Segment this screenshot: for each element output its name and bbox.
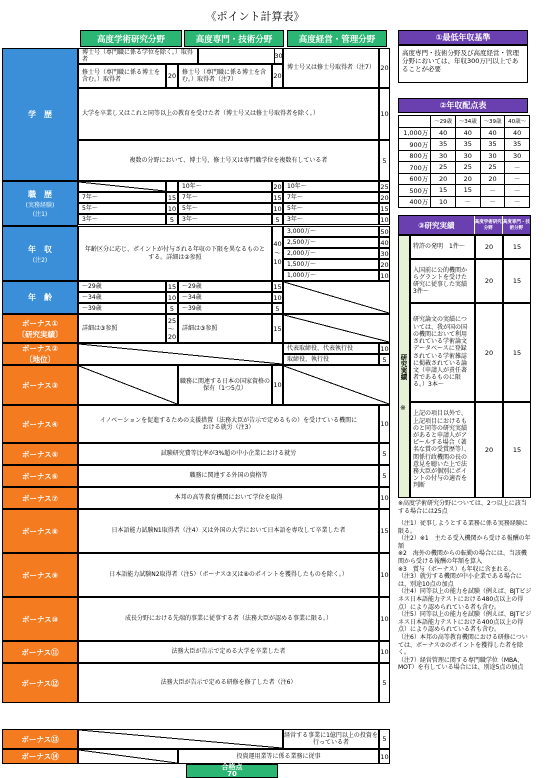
bonus8-points: 15 — [379, 509, 390, 553]
edu-university-points: 10 — [379, 88, 390, 140]
label-work — [2, 181, 78, 226]
research-item-academic-points-1: 20 — [475, 259, 503, 303]
bonus7-text: 本邦の高等教育機関において学位を取得 — [78, 487, 379, 509]
bonus3-text: 職務に関連する日本の国家資格の保有（1つ5点） — [178, 365, 272, 405]
age-academic-points-1: 10 — [167, 293, 177, 302]
bonus2-director: 取締役、執行役 — [283, 354, 379, 365]
label-income-text: 年 収 — [28, 244, 52, 254]
min-income-header: ①最低年収基準 — [398, 30, 528, 45]
income-table-cell: 30 — [455, 150, 480, 162]
age-technical-0: ～29歳 — [178, 281, 272, 292]
work-technical-1: 7年～ — [178, 192, 272, 203]
research-item-2: 研究論文の実績については、我が国の国の機関において利用されている学術論文データベースに登録されている学術雑誌に掲載されている論文（申請人が責任著者であるものに限る。）3本～ — [410, 303, 475, 402]
income-management-3: 1,500万～ — [283, 259, 379, 270]
income-table-cell: 30 — [505, 150, 530, 162]
bonus14-text: 投資運用業等に係る業務に従事 — [178, 749, 379, 764]
income-table-cell: 600万 — [399, 173, 431, 185]
income-table-cell: 25 — [480, 162, 505, 174]
bonus1-academic: 詳細は③参照 — [78, 314, 166, 343]
income-table-cell: － — [480, 196, 505, 208]
bonus2-director-points: 5 — [379, 354, 390, 365]
research-item-technical-points-2: 15 — [503, 303, 531, 402]
income-management-points-0: 50 — [380, 227, 389, 236]
income-management-points-4: 10 — [380, 271, 389, 280]
work-management-0: 10年～ — [283, 181, 379, 192]
work-management-points-3: 10 — [380, 215, 389, 224]
age-academic-points-0: 15 — [167, 282, 177, 291]
label-bonus1-text: ボーナス① — [21, 318, 59, 328]
income-table-head-2: ～34歳 — [455, 116, 480, 128]
income-table-cell: 10 — [431, 196, 456, 208]
income-table-cell: 900万 — [399, 139, 431, 151]
bonus10-points: 10 — [379, 597, 390, 641]
income-table-cell: 20 — [480, 173, 505, 185]
label-bonus8: ボーナス⑧ — [2, 509, 78, 553]
income-table-cell: 35 — [455, 139, 480, 151]
income-table-cell: 40 — [480, 127, 505, 139]
bonus10-text: 成長分野における先端的事業に従事する者（法務大臣が認める事業に限る。） — [78, 597, 379, 641]
income-table-cell: 30 — [431, 150, 456, 162]
research-header-row — [398, 215, 531, 235]
bonus1-technical: 詳細は③参照 — [178, 314, 272, 343]
header-academic: 高度学術研究分野 — [80, 30, 182, 47]
bonus2-ceo: 代表取締役、代表執行役 — [283, 343, 379, 354]
edu-university: 大学を卒業し又はこれと同等以上の教育を受けた者（博士号又は修士号取得者を除く。） — [78, 88, 379, 140]
edu-master-technical-points: 20 — [272, 64, 283, 88]
pass-label: 合格点 — [221, 763, 243, 771]
label-bonus1-sub: 〔研究実績〕 — [17, 329, 63, 339]
research-item-academic-points-2: 20 — [475, 303, 503, 402]
income-table-cell: 25 — [455, 162, 480, 174]
research-vertical-label: 研究実績 — [398, 235, 410, 498]
income-table-cell: 30 — [480, 150, 505, 162]
bonus7-points: 10 — [379, 487, 390, 509]
income-table-cell: 15 — [455, 185, 480, 197]
income-management-points-2: 30 — [380, 249, 389, 258]
bonus6-points: 5 — [379, 465, 390, 487]
income-table-cell: － — [455, 196, 480, 208]
research-item-technical-points-3: 15 — [503, 402, 531, 498]
income-table-cell: 20 — [455, 173, 480, 185]
bonus9-text: 日本語能力試験N2取得者（注5）（ボーナス⑦又は⑧のポイントを獲得したものを除く。） — [78, 553, 379, 597]
label-work-sub: (実務経験) (注1) — [25, 202, 55, 218]
bonus1-technical-points: 15 — [272, 314, 283, 343]
edu-multiple-points: 5 — [379, 140, 390, 181]
income-table-cell: 1,000万 — [399, 127, 431, 139]
edu-doctor: 博士号（専門職に係る学位を除く。）取得者 — [78, 48, 198, 64]
edu-master-academic: 修士号（専門職に係る博士を含む。）取得者 — [78, 64, 166, 88]
age-technical-1: ～34歳 — [178, 292, 272, 303]
label-education: 学 歴 — [2, 48, 78, 181]
header-technical: 高度専門・技術分野 — [184, 30, 284, 47]
income-table-cell: － — [505, 185, 530, 197]
income-table-head-3: ～39歳 — [480, 116, 505, 128]
income-table-head-1: ～29歳 — [431, 116, 456, 128]
income-table-cell: 500万 — [399, 185, 431, 197]
work-management-1: 7年～ — [283, 192, 379, 203]
income-table-cell: 20 — [431, 173, 456, 185]
label-bonus13: ボーナス⑬ — [2, 729, 78, 749]
label-bonus3: ボーナス③ — [2, 365, 78, 405]
work-management-3: 3年～ — [283, 214, 379, 225]
work-academic-points-1: 10 — [167, 204, 177, 213]
header-management: 高度経営・管理分野 — [287, 30, 387, 47]
income-management-0: 3,000万～ — [283, 226, 379, 237]
income-table-cell: 15 — [431, 185, 456, 197]
income-table-cell: 35 — [480, 139, 505, 151]
bonus14-points: 10 — [379, 749, 390, 764]
age-technical-points-2: 5 — [272, 303, 283, 314]
label-bonus5: ボーナス⑤ — [2, 443, 78, 465]
income-table-cell: 40 — [431, 127, 456, 139]
work-academic-0: 7年～ — [78, 192, 166, 203]
pass-score — [186, 764, 278, 778]
work-academic-2: 3年～ — [78, 214, 166, 225]
label-income-sub: (注2) — [32, 256, 48, 264]
age-academic-points-2: 5 — [166, 303, 178, 314]
income-table-cell: 25 — [431, 162, 456, 174]
work-management-2: 5年～ — [283, 203, 379, 214]
bonus1-academic-points: 25 ～ 20 — [166, 314, 178, 343]
research-item-academic-points-3: 20 — [475, 402, 503, 498]
age-academic-2: ～39歳 — [78, 303, 166, 314]
income-table-cell: － — [480, 185, 505, 197]
bonus5-points: 5 — [379, 443, 390, 465]
label-bonus14: ボーナス⑭ — [2, 749, 78, 764]
work-academic-points-2: 5 — [166, 214, 178, 225]
income-management-4: 1,000万～ — [283, 270, 379, 281]
work-technical-points-3: 5 — [272, 214, 283, 225]
edu-mgmt-degree: 博士号又は修士号取得者（注7） — [283, 48, 379, 88]
income-table-cell: 35 — [505, 139, 530, 151]
work-management-points-1: 20 — [380, 193, 389, 202]
bonus11-text: 法務大臣が告示で定める大学を卒業した者 — [78, 641, 379, 663]
label-bonus7: ボーナス⑦ — [2, 487, 78, 509]
income-management-2: 2,000万～ — [283, 248, 379, 259]
label-bonus6: ボーナス⑥ — [2, 465, 78, 487]
academic-note: ※高度学術研究分野については、2つ以上に該当する場合には25点 — [398, 500, 527, 515]
bonus11-points: 10 — [379, 641, 390, 663]
research-item-technical-points-0: 15 — [503, 235, 531, 259]
income-management-points-1: 40 — [380, 238, 389, 247]
bonus4-text: イノベーションを促進するための支援措置（法務大臣が告示で定めるもの）を受けている機関における就労（注3） — [78, 405, 379, 443]
research-col-academic: 高度学術研究分野 — [474, 216, 502, 234]
work-management-points-0: 25 — [380, 182, 389, 191]
work-management-points-2: 15 — [380, 204, 389, 213]
edu-master-technical: 修士号（専門職に係る博士を含む。）取得者（注7） — [178, 64, 272, 88]
work-technical-3: 3年～ — [178, 214, 272, 225]
label-work-text: 職 歴 — [28, 190, 52, 199]
income-table-cell: 400万 — [399, 196, 431, 208]
bonus2-ceo-points: 10 — [380, 344, 389, 353]
label-income — [2, 226, 78, 281]
work-academic-points-0: 15 — [167, 193, 177, 202]
edu-mgmt-points: 20 — [379, 48, 390, 88]
work-academic-1: 5年～ — [78, 203, 166, 214]
label-bonus9: ボーナス⑨ — [2, 553, 78, 597]
income-note: 年齢区分に応じ、ポイントが付与される年収の下限を異なるものとする。詳細は②参照 — [78, 226, 272, 281]
bonus13-text: 経営する事業に1億円以上の投資を行っている者 — [283, 729, 379, 749]
bonus5-text: 試験研究費等比率が3%超の中小企業における就労 — [78, 443, 379, 465]
label-bonus11: ボーナス⑪ — [2, 641, 78, 663]
research-item-3: 上記の項目以外で、上記項目におけるものと同等の研究実績があると申請人がアピールする場合（著名な賞の受賞歴等）、関係行政機関の長の意見を聴いた上で法務大臣が個別にポイントの付与の適否を判断 — [410, 402, 475, 498]
income-table-header: ②年収配点表 — [398, 98, 528, 113]
label-bonus2 — [2, 343, 78, 365]
age-technical-points-1: 10 — [273, 293, 282, 302]
bonus6-text: 職務に関連する外国の資格等 — [78, 465, 379, 487]
min-income-text: 高度専門・技術分野及び高度経営・管理分野においては、年収300万円以上であることが必要 — [398, 45, 528, 83]
label-bonus1 — [2, 314, 78, 343]
label-bonus12: ボーナス⑫ — [2, 663, 78, 703]
bonus8-text: 日本語能力試験N1取得者（注4）又は外国の大学において日本語を専攻して卒業した者 — [78, 509, 379, 553]
work-technical-points-1: 15 — [273, 193, 282, 202]
work-technical-points-2: 10 — [273, 204, 282, 213]
age-technical-2: ～39歳 — [178, 303, 272, 314]
label-age: 年 齢 — [2, 281, 78, 314]
income-table-cell: 700万 — [399, 162, 431, 174]
label-bonus10: ボーナス⑩ — [2, 597, 78, 641]
income-range: 40 ～ 10 — [272, 226, 283, 281]
income-table-head-0 — [399, 116, 431, 128]
income-table-cell: － — [505, 162, 530, 174]
income-table-cell: － — [505, 173, 530, 185]
bonus12-points: 5 — [379, 663, 390, 703]
income-management-points-3: 20 — [380, 260, 389, 269]
age-academic-0: ～29歳 — [78, 281, 166, 292]
income-table-cell: 40 — [455, 127, 480, 139]
edu-doctor-points: 30 — [274, 48, 283, 64]
research-item-academic-points-0: 20 — [475, 235, 503, 259]
edu-multiple: 複数の分野において、博士号、修士号又は専門職学位を複数有している者 — [78, 140, 379, 181]
research-item-0: 特許の発明 1件～ — [410, 235, 475, 259]
bonus3-points: 10 — [272, 365, 283, 405]
research-item-1: 入国前に公的機関からグラントを受けた研究に従事した実績 3件～ — [410, 259, 475, 303]
page-title: 《ポイント計算表》 — [205, 10, 305, 23]
footnotes: （注1）従事しようとする業務に係る実務経験に限る。 （注2）※1 主たる受入機関から受ける報酬の年額 ※2 海外の機関からの転勤の場合には、当該機関から受ける報酬の年額を算入 ※3 賞与（ボーナス）も年収に含まれる。 （注3）就労する機関が中小企業である場合には、別途10点の加点 （注4）同等以上の能力を試験（例えば、BJTビジネス日本語能力テストにおける480点以上の得点）により認められている者も含む。 （注5）同等以上の能力を試験（例えば、BJTビジネス日本語能力テストにおける400点以上の得点）により認められている者も含む。 （注6）本邦の高等教育機関における研修については、ボーナス⑦のポイントを獲得した者を除く。 （注7）経営管理に関する専門職学位（MBA、MOT）を有している場合には、別途5点の加点 — [398, 520, 532, 672]
research-item-technical-points-1: 15 — [503, 259, 531, 303]
work-technical-2: 5年～ — [178, 203, 272, 214]
bonus4-points: 10 — [379, 405, 390, 443]
research-col-technical: 高度専門・技術分野 — [502, 216, 530, 234]
age-academic-1: ～34歳 — [78, 292, 166, 303]
income-table-cell: 35 — [431, 139, 456, 151]
income-table-cell: － — [505, 196, 530, 208]
income-table — [398, 115, 530, 208]
edu-master-academic-points: 20 — [166, 64, 178, 88]
work-technical-0: 10年～ — [178, 181, 272, 192]
age-technical-points-0: 15 — [273, 282, 282, 291]
label-bonus2-sub: 〔地位〕 — [25, 355, 55, 364]
bonus9-points: 10 — [379, 553, 390, 597]
income-table-cell: 800万 — [399, 150, 431, 162]
research-header: ③研究実績 — [399, 216, 474, 234]
income-management-1: 2,500万～ — [283, 237, 379, 248]
bonus13-points: 5 — [379, 729, 390, 749]
research-star: ※ — [400, 404, 406, 412]
pass-value: 70 — [227, 770, 237, 778]
income-table-cell: 40 — [505, 127, 530, 139]
bonus12-text: 法務大臣が告示で定める研修を修了した者（注6） — [78, 663, 379, 703]
label-bonus2-text: ボーナス② — [21, 344, 59, 353]
income-table-head-4: 40歳～ — [505, 116, 530, 128]
label-bonus4: ボーナス④ — [2, 405, 78, 443]
work-technical-points-0: 20 — [273, 182, 282, 191]
